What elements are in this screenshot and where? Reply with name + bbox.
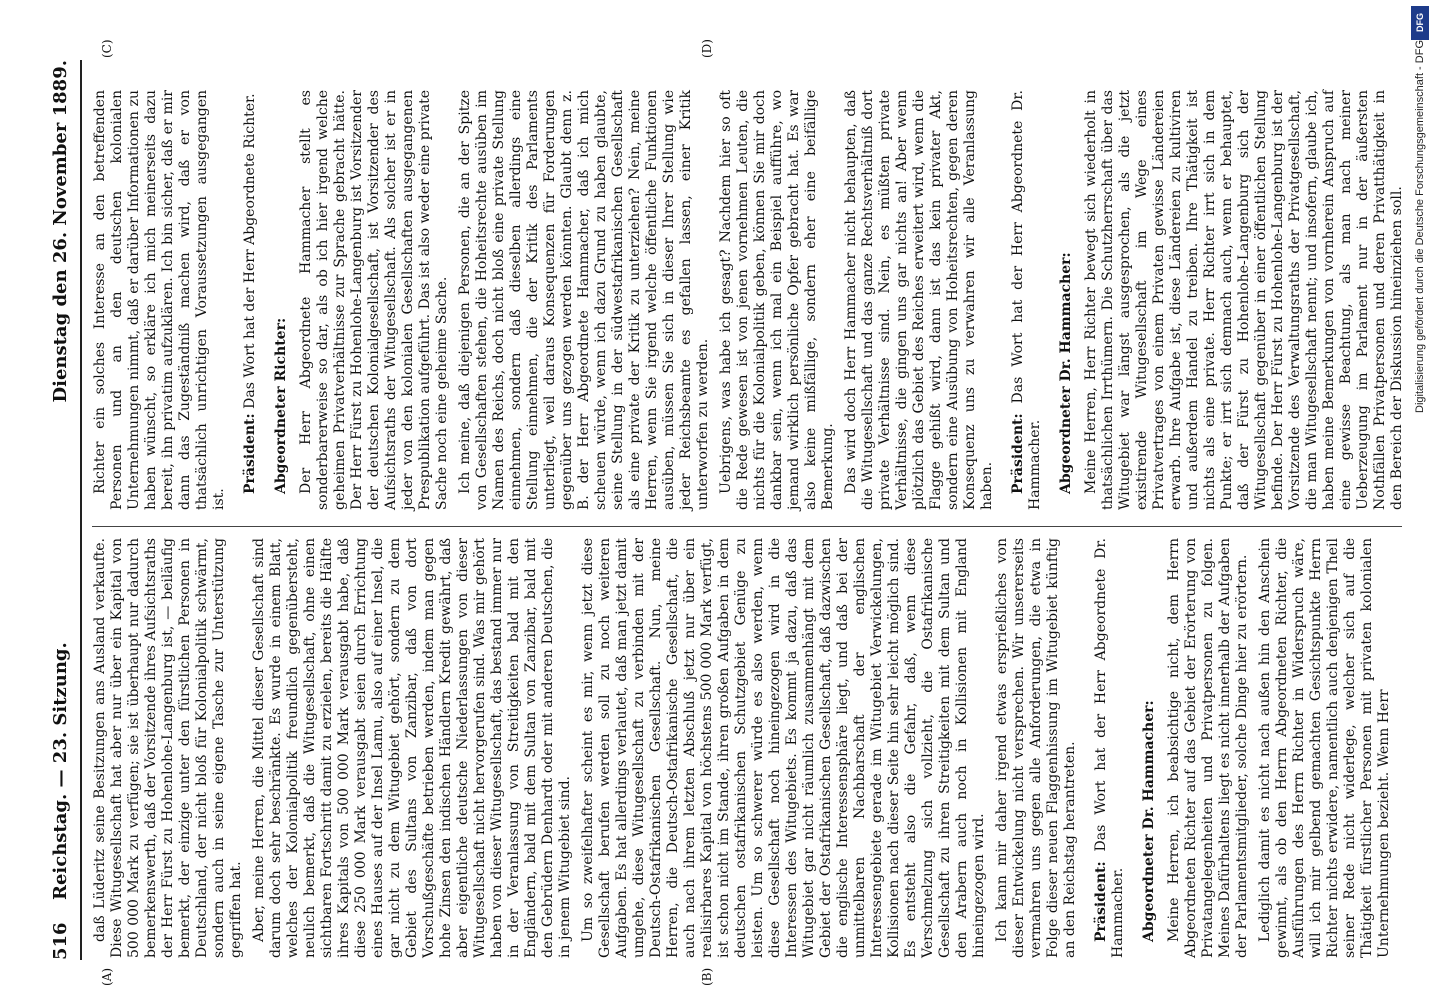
speaker-text: Das Wort hat der Herr Abgeordnete Richter. [242,93,258,409]
margin-mark-a: (A) [100,967,114,986]
paragraph: Meine Herren, ich beabsichtige nicht, dem Herrn Abgeordneten Richter auf das Gebiet der Erörterung von Privatangelegenheiten und Privatpersonen zu folgen. Meines Dafürhaltens liegt es nicht innerhalb der Aufgaben der Parlamentsmitglieder, solche Dinge hier zu erörtern. [1166,538,1250,958]
paragraph: Ich kann mir daher irgend etwas ersprießliches von dieser Entwickelung nicht versprechen. Wir unsererseits vermahren uns gegen alle Anforderungen, die etwa in Folge dieser neuen Flaggenhissung im Witugebiet künftig an den Reichstag herantreten. [994,538,1078,958]
paragraph: Uebrigens, was habe ich gesagt? Nachdem hier so oft die Rede gewesen ist von jenen vornehmen Leuten, die nichts für die Kolonialpolitik geben, können Sie mir doch dankbar sein, wenn ich mal ein Beispiel aufführe, wo jemand wirklich persönliche Opfer gebracht hat. Es war also keine mißfällige, sondern eher eine beifällige Bemerkung. [718,90,836,510]
speaker-turn [1058,90,1075,510]
speaker-label: Präsident: [242,413,258,494]
header-left-title: Reichstag. — 23. Sitzung. [50,642,71,900]
dfg-logo: DFG [1411,6,1429,40]
speaker-label: Abgeordneter Dr. Hammacher: [1141,700,1157,942]
paragraph: Der Herr Abgeordnete Hammacher stellt es sonderbarerweise so dar, als ob ich hier irgend welche geheimen Privatverhältnisse zur Sprache gebracht hätte. Der Herr Fürst zu Hohenlohe-Langenburg ist Vorsitzender der deutschen Kolonialgesellschaft, ist Vorsitzender des Aufsichtsraths der Witugesellschaft. Als solcher ist er in jeder von den kolonialen Gesellschaften ausgegangenen Prespublikation aufgeführt. Das ist also weder eine private Sache noch eine geheime Sache. [298,90,450,510]
speaker-label: Präsident: [1093,861,1109,942]
paragraph: daß Lüderitz seine Besitzungen ans Ausland verkaufte. Diese Witugesellschaft hat aber nur über ein Kapital von 500 000 Mark zu verfügen; sie ist überhaupt nur dadurch bemerkenswerth, daß der Vorsitzende ihres Aufsichtsraths der Herr Fürst zu Hohenlohe-Langenburg ist, — beiläufig bemerkt, der einzige unter den fürstlichen Personen in Deutschland, der nicht bloß für Kolonialpolitik schwärmt, sondern auch in seine eigene Tasche zur Unterstützung gegriffen hat. [92,538,244,958]
paragraph: Aber, meine Herren, die Mittel dieser Gesellschaft sind darum doch sehr beschränkte. Es wurde in einem Blatt, welches der Kolonialpolitik freundlich gegenübersteht, neulich bemerkt, daß die Witugesellschaft, ohne einen sichtbaren Fortschritt damit zu erzielen, bereits die Hälfte ihres Kapitals von 500 000 Mark verausgabt habe, daß diese 250 000 Mark verausgabt seien durch Errichtung eines Hauses auf der Insel Lamu, also auf einer Insel, die gar nicht zu dem Witugebiet gehört, sondern zu dem Gebiet des Sultans von Zanzibar, daß von dort Vorschußgeschäfte betrieben werden, indem man gegen hohe Zinsen den indischen Händlern Kredit gewährt, daß aber eigentliche deutsche Niederlassungen von dieser Witugesellschaft nicht hervorgerufen sind. Was mir gehört haben von dieser Witugesellschaft, das bestand immer nur in der Veranlassung von Streitigkeiten bald mit den Engländern, bald mit dem Sultan von Zanzibar, bald mit den Gebrüdern Denhardt oder mit anderen Deutschen, die in jenem Witugebiet sind. [251,538,573,958]
paragraph: Lediglich damit es nicht nach außen hin den Anschein gewinnt, als ob den Herrn Abgeordneten Richter, die Ausführungen des Herrn Richter in Widerspruch wäre, will ich mir gelbend gemachten Gesichtspunkte Herrn Richter nichts erwidere, namentlich auch denjenigen Theil seiner Rede nicht widerlege, welcher sich auf die Thätigkeit fürstlicher Personen mit privaten kolonialen Unternehmungen bezieht. Wenn Herr [1257,538,1392,958]
paragraph: Richter ein solches Interesse an den betreffenden Personen und an den deutschen kolonialen Unternehmungen nimmt, daß er darüber Informationen zu haben wünscht, so erkläre ich mich meinerseits dazu bereit, ihn privatim aufzuklären. Ich bin sicher, daß er mir dann das Zugeständniß machen wird, daß er von thatsächlich unrichtigen Voraussetzungen ausgegangen ist. [92,90,227,510]
paragraph: Um so zweifelhafter scheint es mir, wenn jetzt diese Gesellschaft berufen werden soll zu noch weiteren Aufgaben. Es hat allerdings verlautet, daß man jetzt damit umgehe, diese Witugesellschaft zu verbinden mit der Deutsch-Ostafrikanischen Gesellschaft. Nun, meine Herren, die Deutsch-Ostafrikanische Gesellschaft, die auch nach ihrem letzten Abschluß jetzt nur über ein realisirbares Kapital von höchstens 500 000 Mark verfügt, ist schon nicht im Stande, ihren großen Aufgaben in dem deutschen ostafrikanischen Schutzgebiet Genüge zu leisten. Um so schwerer würde es also werden, wenn diese Gesellschaft noch hineingezogen wird in die Interessen des Witugebiets. Es kommt ja dazu, daß das Witugebiet gar nicht räumlich zusammenhängt mit dem Gebiet der Ostafrikanischen Gesellschaft, daß dazwischen die englische Interessensphäre liegt, und daß bei der unmittelbaren Nachbarschaft der englischen Interessengebiete gerade im Witugebiet Verwickelungen, Kollisionen nach dieser Seite hin sehr leicht möglich sind. Es entsteht also die Gefahr, daß, wenn diese Verschmelzung sich vollzieht, die Ostafrikanische Gesellschaft zu ihren Streitigkeiten mit dem Sultan und den Arabern auch noch in Kollisionen mit England hineingezogen wird. [580,538,987,958]
speaker-label: Präsident: [1010,413,1026,494]
speaker-label: Abgeordneter Dr. Hammacher: [1058,252,1074,494]
speaker-turn [1141,538,1158,958]
column-right [92,90,1412,510]
speaker-turn [273,90,290,510]
speaker-text: Das Wort hat der Herr Abgeordnete Dr. Hammacher. [1010,90,1043,510]
page-number: 516 [50,922,71,960]
speaker-label: Abgeordneter Richter: [273,317,289,494]
paragraph: Ich meine, daß diejenigen Personen, die an der Spitze von Gesellschaften stehen, die Hoheitsrechte ausüben im Namen des Reichs, doch nicht bloß eine private Stellung einnehmen, sondern daß dieselben allerdings eine Stellung einnehmen, die der Kritik des Parlaments unterliegt, weil daraus Konsequenzen für Forderungen gegenüber uns gezogen werden könnten. Glaubt denn z. B. der Herr Abgeordnete Hammacher, daß ich mich scheuen würde, wenn ich dazu Grund zu haben glaubte, seine Stellung in der südwestafrikanischen Gesellschaft als eine private der Kritik zu unterziehen? Nein, meine Herren, wenn Sie irgend welche öffentliche Funktionen ausüben, müssen Sie sich in dieser Ihrer Stellung wie jeder Reichsbeamte es gefallen lassen, einer Kritik unterworfen zu werden. [457,90,711,510]
digitization-credit: Digitalisierung gefördert durch die Deutsche Forschungsgemeinschaft - DFG [1414,40,1426,413]
paragraph: Meine Herren, Herr Richter bewegt sich wiederholt in thatsächlichen Irrthümern. Die Schutzherrschaft über das Witugebiet war längst ausgesprochen, als die jetzt existirende Witugesellschaft im Wege eines Privatvertrages von einem Privaten gewisse Ländereien erwarb. Ihre Aufgabe ist, diese Ländereien zu kultiviren und außerdem Handel zu treiben. Ihre Thätigkeit ist nichts als eine private. Herr Richter irrt sich in dem Punkte; er irrt sich demnach auch, wenn er behauptet, daß der Fürst zu Hohenlohe-Langenburg sich der Witugesellschaft gegenüber in einer öffentlichen Stellung befinde. Der Herr Fürst zu Hohenlohe-Langenburg ist der Vorsitzende des Verwaltungsraths der Privatgesellschaft, die man Witugesellschaft nennt; und insofern, glaube ich, haben meine Bemerkungen von vornherein Anspruch auf eine gewisse Beachtung, als man nach meiner Ueberzeugung im Parlament nur in der äußersten Nothfällen Privatpersonen und deren Privatthätigkeit in den Bereich der Diskussion hineinziehen soll. [1083,90,1405,510]
speaker-turn [1010,90,1044,510]
column-divider [92,526,1402,527]
page-header [50,60,80,960]
margin-mark-d: (D) [700,39,714,58]
header-rule [80,60,82,960]
speaker-turn [1093,538,1127,958]
paragraph: Das wird doch Herr Hammacher nicht behaupten, daß die Witugesellschaft und das ganze Rechtsverhältniß dort private Verhältnisse sind. Nein, es müßten private Verhältnisse, die gingen uns gar nichts an! Aber wenn plötzlich das Gebiet des Reiches erweitert wird, wenn die Flagge gehißt wird, dann ist das kein privater Akt, sondern eine Ausübung von Hoheitsrechten, gegen deren Konsequenz uns zu verwahren wir alle Veranlassung haben. [843,90,995,510]
column-left [92,538,1399,958]
speaker-turn [242,90,259,510]
header-right-title: Dienstag den 26. November 1889. [50,60,71,403]
speaker-text: Das Wort hat der Herr Abgeordnete Dr. Hammacher. [1093,538,1126,958]
margin-mark-c: (C) [100,39,114,58]
margin-mark-b: (B) [700,967,714,986]
